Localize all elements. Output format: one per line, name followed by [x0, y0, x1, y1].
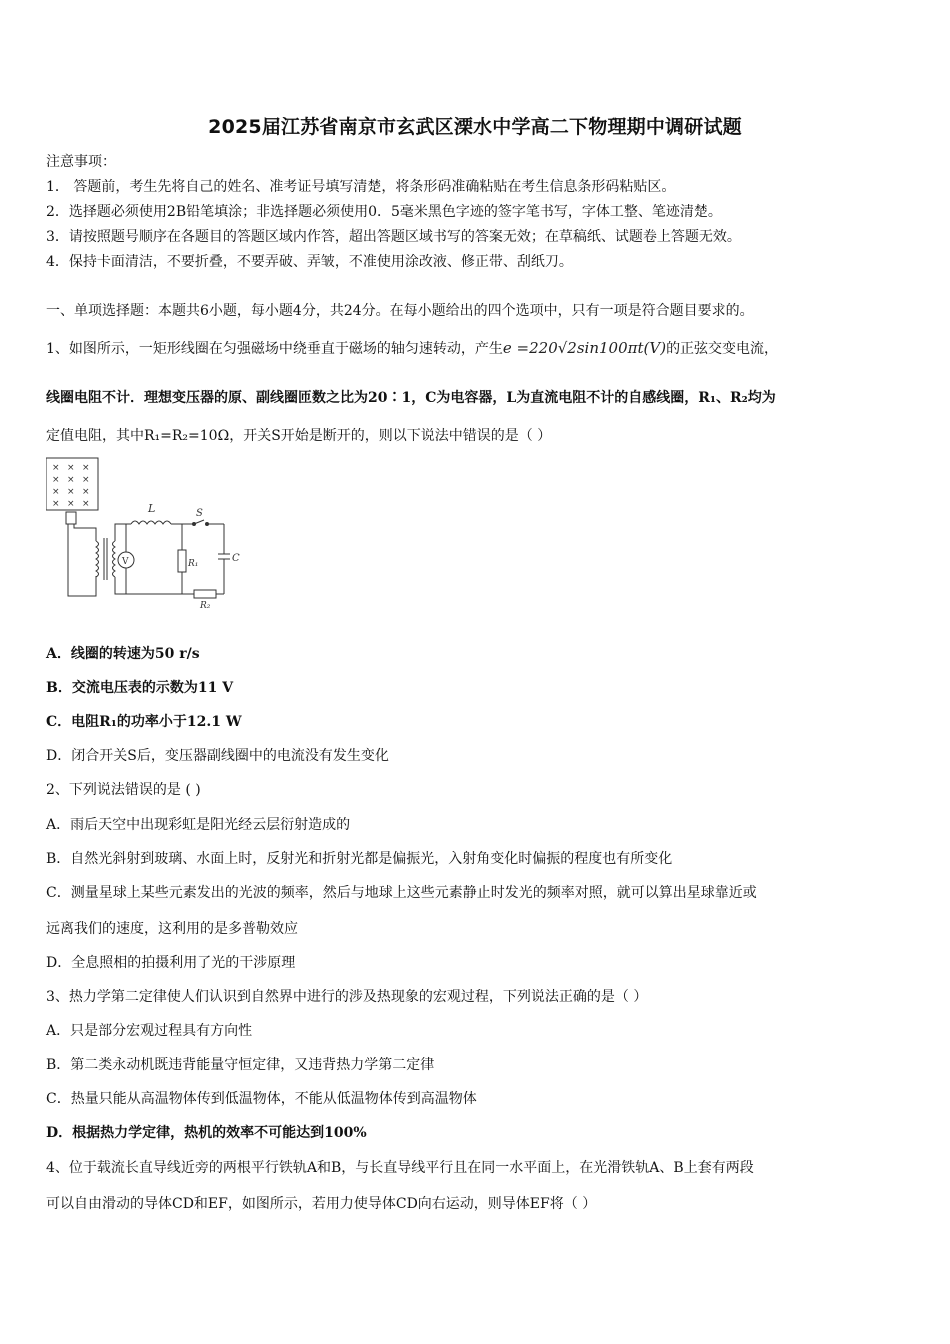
rotating-coil: [66, 512, 76, 524]
label-L: L: [148, 502, 156, 515]
q1-option-c: C．电阻R₁的功率小于12.1 W: [46, 714, 242, 730]
q1-stem-line3: 定值电阻，其中R₁=R₂=10Ω，开关S开始是断开的，则以下说法中错误的是（ ）: [46, 428, 552, 444]
transformer-circuit-diagram: [46, 456, 246, 616]
label-C: C: [232, 553, 240, 564]
q2-option-b: B．自然光斜射到玻璃、水面上时，反射光和折射光都是偏振光，入射角变化时偏振的程度也有所变化: [46, 851, 673, 867]
q1-stem-text-a: 1、如图所示，一矩形线圈在匀强磁场中绕垂直于磁场的轴匀速转动，产生: [46, 341, 503, 357]
q1-stem-line2: 线圈电阻不计．理想变压器的原、副线圈匝数之比为20∶1，C为电容器，L为直流电阻不计的自感线圈，R₁、R₂均为: [46, 390, 776, 406]
svg-text:×: ×: [67, 463, 75, 473]
q1-option-d: D．闭合开关S后，变压器副线圈中的电流没有发生变化: [46, 748, 389, 764]
q2-stem: 2、下列说法错误的是 ( ): [46, 782, 201, 798]
page-title: 2025届江苏省南京市玄武区溧水中学高二下物理期中调研试题: [208, 116, 742, 138]
svg-text:×: ×: [67, 475, 75, 485]
svg-text:×: ×: [67, 499, 75, 509]
svg-text:×: ×: [52, 499, 60, 509]
label-R2: R₂: [200, 601, 211, 611]
q2-option-a: A．雨后天空中出现彩虹是阳光经云层衍射造成的: [46, 817, 351, 833]
notice-item-3: 3．请按照题号顺序在各题目的答题区域内作答，超出答题区域书写的答案无效；在草稿纸、试题卷上答题无效。: [46, 229, 741, 245]
inductor-L: [131, 521, 171, 524]
q4-stem-line1: 4、位于载流长直导线近旁的两根平行铁轨A和B，与长直导线平行且在同一水平面上，在光滑铁轨A、B上套有两段: [46, 1160, 754, 1176]
svg-text:×: ×: [82, 499, 90, 509]
label-V: V: [122, 557, 129, 567]
section-heading: 一、单项选择题：本题共6小题，每小题4分，共24分。在每小题给出的四个选项中，只有一项是符合题目要求的。: [46, 303, 754, 319]
notice-heading: 注意事项：: [46, 154, 116, 170]
label-R1: R₁: [188, 559, 199, 569]
svg-text:×: ×: [52, 475, 60, 485]
q3-option-a: A．只是部分宏观过程具有方向性: [46, 1023, 253, 1039]
q1-option-a: A．线圈的转速为50 r/s: [46, 646, 200, 662]
q1-formula: e =220√2sin100πt(V): [502, 339, 667, 357]
q1-option-b: B．交流电压表的示数为11 V: [46, 680, 234, 696]
q3-option-b: B．第二类永动机既违背能量守恒定律，又违背热力学第二定律: [46, 1057, 435, 1073]
notice-item-4: 4．保持卡面清洁，不要折叠，不要弄破、弄皱，不准使用涂改液、修正带、刮纸刀。: [46, 254, 573, 270]
q3-stem: 3、热力学第二定律使人们认识到自然界中进行的涉及热现象的宏观过程，下列说法正确的是（ ）: [46, 989, 648, 1005]
resistor-R1: [178, 550, 186, 572]
svg-text:×: ×: [82, 475, 90, 485]
q3-option-c: C．热量只能从高温物体传到低温物体，不能从低温物体传到高温物体: [46, 1091, 477, 1107]
svg-text:×: ×: [67, 487, 75, 497]
notice-item-2: 2．选择题必须使用2B铅笔填涂；非选择题必须使用0．5毫米黑色字迹的签字笔书写，字体工整、笔迹清楚。: [46, 204, 722, 220]
q1-stem-text-b: 的正弦交变电流，: [666, 341, 779, 357]
q1-stem-line1: [46, 338, 778, 359]
notice-item-1: 1． 答题前，考生先将自己的姓名、准考证号填写清楚，将条形码准确粘贴在考生信息条形码粘贴区。: [46, 179, 676, 195]
q4-stem-line2: 可以自由滑动的导体CD和EF，如图所示，若用力使导体CD向右运动，则导体EF将（ ）: [46, 1196, 597, 1212]
svg-text:×: ×: [82, 463, 90, 473]
svg-text:×: ×: [52, 487, 60, 497]
svg-text:×: ×: [52, 463, 60, 473]
label-S: S: [196, 508, 203, 519]
resistor-R2: [194, 590, 216, 598]
svg-text:×: ×: [82, 487, 90, 497]
q2-option-d: D．全息照相的拍摄利用了光的干涉原理: [46, 955, 296, 971]
q2-option-c: C．测量星球上某些元素发出的光波的频率，然后与地球上这些元素静止时发光的频率对照，就可以算出星球靠近或: [46, 885, 757, 901]
q3-option-d: D．根据热力学定律，热机的效率不可能达到100%: [46, 1125, 367, 1141]
q2-option-c-cont: 远离我们的速度，这利用的是多普勒效应: [46, 921, 298, 937]
